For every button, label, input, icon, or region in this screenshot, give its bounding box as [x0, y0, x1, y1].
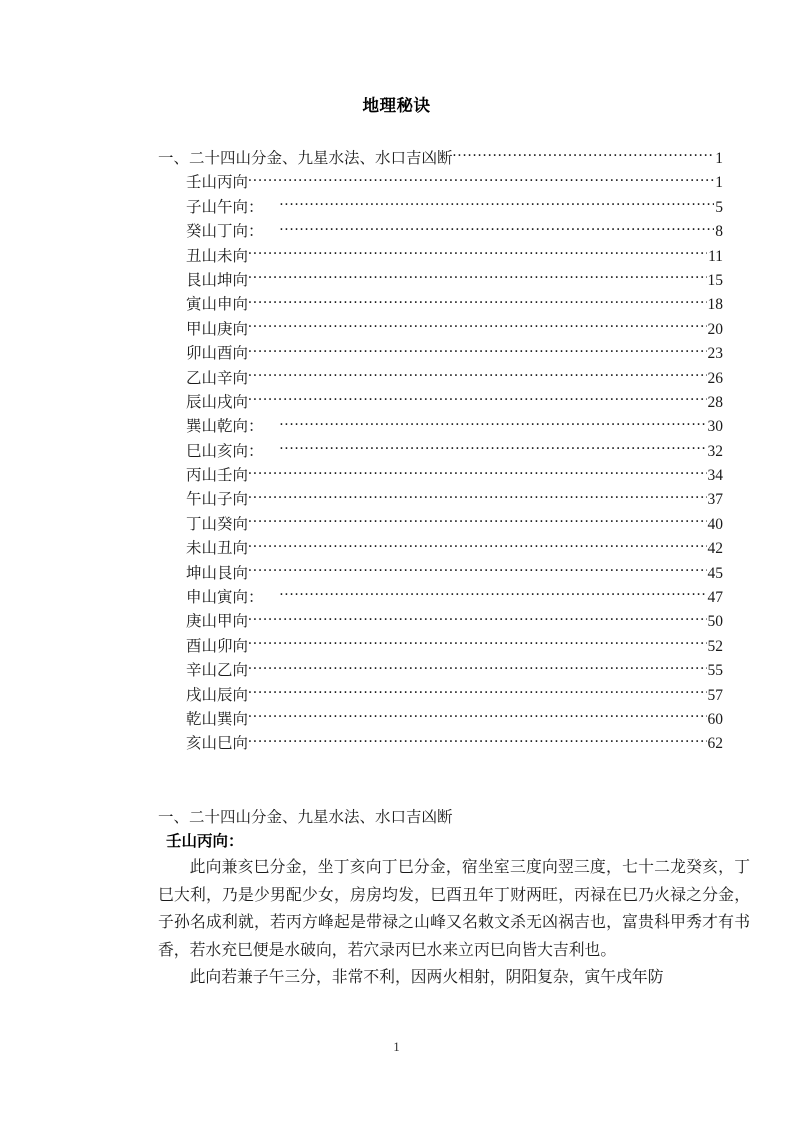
toc-entry[interactable] — [158, 634, 723, 658]
toc-entry-label: 丁山癸向 — [186, 515, 249, 533]
toc-entry-page-number: 42 — [707, 540, 723, 558]
toc-entry[interactable] — [158, 244, 723, 268]
toc-entry-page-number: 20 — [707, 320, 723, 338]
toc-entry-page-number: 57 — [707, 686, 723, 704]
page-number: 1 — [393, 1040, 400, 1054]
toc-entry[interactable] — [158, 487, 723, 511]
toc-dot-leader — [280, 416, 707, 432]
toc-dot-leader — [280, 221, 715, 237]
toc-dot-leader — [248, 513, 706, 529]
body-paragraph-2: 此向若兼子午三分，非常不利，因两火相射，阴阳复杂，寅午戌年防 — [189, 969, 664, 986]
sub-section-heading: 壬山丙向： — [166, 833, 244, 850]
toc-entry[interactable] — [158, 609, 723, 633]
toc-entry-label: 丑山未向 — [186, 247, 249, 265]
toc-entry-label: 庚山甲向 — [186, 613, 249, 631]
toc-entry[interactable] — [158, 170, 723, 194]
toc-entry-label: 艮山坤向 — [186, 271, 249, 289]
toc-entry-label: 癸山丁向： — [186, 223, 264, 241]
toc-entry-label: 卯山酉向 — [186, 345, 249, 363]
toc-entry-page-number: 26 — [707, 369, 723, 387]
toc-dot-leader — [248, 318, 706, 334]
toc-entry[interactable] — [158, 439, 723, 463]
toc-entry[interactable] — [158, 683, 723, 707]
toc-entry[interactable] — [158, 366, 723, 390]
toc-entry-label: 寅山申向 — [186, 296, 249, 314]
toc-entry[interactable] — [158, 390, 723, 414]
toc-dot-leader — [248, 489, 706, 505]
toc-entry-label: 壬山丙向 — [186, 174, 249, 192]
toc-entry[interactable] — [158, 463, 723, 487]
toc-dot-leader — [453, 148, 715, 164]
toc-entry-label: 戌山辰向 — [186, 686, 249, 704]
toc-dot-leader — [248, 684, 706, 700]
toc-entry-label: 申山寅向： — [186, 589, 264, 607]
toc-dot-leader — [248, 294, 706, 310]
toc-entry-label: 乾山巽向 — [186, 710, 249, 728]
toc-dot-leader — [248, 635, 706, 651]
toc-dot-leader — [248, 269, 706, 285]
toc-entry-label: 一、二十四山分金、九星水法、水口吉凶断 — [158, 150, 453, 167]
toc-entry[interactable] — [158, 658, 723, 682]
toc-entry-page-number: 34 — [707, 467, 723, 485]
toc-dot-leader — [248, 343, 706, 359]
toc-dot-leader — [248, 367, 706, 383]
toc-dot-leader — [248, 562, 706, 578]
toc-entry[interactable] — [158, 219, 723, 243]
table-of-contents — [158, 146, 723, 756]
toc-entry[interactable] — [158, 146, 723, 170]
toc-dot-leader — [248, 391, 706, 407]
toc-dot-leader — [248, 465, 706, 481]
toc-entry-page-number: 50 — [707, 613, 723, 631]
toc-entry-page-number: 47 — [707, 589, 723, 607]
toc-entry[interactable] — [158, 536, 723, 560]
toc-dot-leader — [280, 196, 715, 212]
page-title: 地理秘诀 — [362, 97, 431, 115]
toc-entry[interactable] — [158, 585, 723, 609]
toc-entry-page-number: 23 — [707, 345, 723, 363]
toc-entry[interactable] — [158, 707, 723, 731]
toc-entry[interactable] — [158, 561, 723, 585]
toc-entry-page-number: 15 — [707, 271, 723, 289]
toc-entry-page-number: 11 — [708, 247, 723, 265]
toc-dot-leader — [280, 440, 707, 456]
toc-entry[interactable] — [158, 292, 723, 316]
toc-entry-page-number: 8 — [715, 223, 723, 241]
toc-entry-label: 乙山辛向 — [186, 369, 249, 387]
toc-entry[interactable] — [158, 268, 723, 292]
toc-entry-label: 巽山乾向： — [186, 418, 264, 436]
toc-entry-label: 午山子向 — [186, 491, 249, 509]
toc-entry-page-number: 18 — [707, 296, 723, 314]
toc-entry-label: 辛山乙向 — [186, 662, 249, 680]
toc-entry[interactable] — [158, 512, 723, 536]
toc-entry-page-number: 60 — [707, 710, 723, 728]
toc-entry-page-number: 32 — [707, 442, 723, 460]
toc-dot-leader — [248, 538, 706, 554]
toc-dot-leader — [248, 733, 706, 749]
toc-entry-page-number: 55 — [707, 662, 723, 680]
toc-entry-page-number: 28 — [707, 393, 723, 411]
body-section — [158, 806, 758, 992]
toc-entry[interactable] — [158, 195, 723, 219]
toc-entry-page-number: 52 — [707, 637, 723, 655]
toc-dot-leader — [248, 611, 706, 627]
toc-entry-label: 未山丑向 — [186, 540, 249, 558]
toc-entry-label: 丙山壬向 — [186, 467, 249, 485]
toc-dot-leader — [248, 708, 706, 724]
toc-entry-page-number: 30 — [707, 418, 723, 436]
toc-dot-leader — [248, 245, 707, 261]
toc-entry[interactable] — [158, 341, 723, 365]
toc-entry-label: 巳山亥向： — [186, 442, 264, 460]
toc-entry[interactable] — [158, 731, 723, 755]
toc-entry-label: 亥山巳向 — [186, 735, 249, 753]
section-heading: 一、二十四山分金、九星水法、水口吉凶断 — [158, 809, 453, 826]
toc-entry-label: 酉山卯向 — [186, 637, 249, 655]
toc-dot-leader — [248, 660, 706, 676]
toc-entry-page-number: 40 — [707, 515, 723, 533]
toc-entry-label: 子山午向： — [186, 198, 264, 216]
toc-dot-leader — [280, 587, 707, 603]
toc-entry-page-number: 1 — [715, 174, 723, 192]
toc-entry-page-number: 62 — [707, 735, 723, 753]
toc-entry-page-number: 37 — [707, 491, 723, 509]
body-paragraph-1: 此向兼亥巳分金，坐丁亥向丁巳分金，宿坐室三度向翌三度，七十二龙癸亥，丁巳大利，乃是少男配少女，房房均发，巳酉丑年丁财两旺，丙禄在巳乃火禄之分金，子孙名成利就，若丙方峰起是带禄之山峰又名敕文杀无凶祸吉也，富贵科甲秀才有书香，若水充巳便是水破向，若穴录丙巳水来立丙巳向皆大吉利也。 — [158, 859, 750, 959]
toc-entry-label: 甲山庚向 — [186, 320, 249, 338]
toc-entry-page-number: 45 — [707, 564, 723, 582]
toc-dot-leader — [248, 172, 714, 188]
toc-entry[interactable] — [158, 317, 723, 341]
toc-entry[interactable] — [158, 414, 723, 438]
toc-entry-page-number: 1 — [715, 150, 723, 167]
toc-entry-label: 坤山艮向 — [186, 564, 249, 582]
toc-entry-label: 辰山戌向 — [186, 393, 249, 411]
toc-entry-page-number: 5 — [715, 198, 723, 216]
